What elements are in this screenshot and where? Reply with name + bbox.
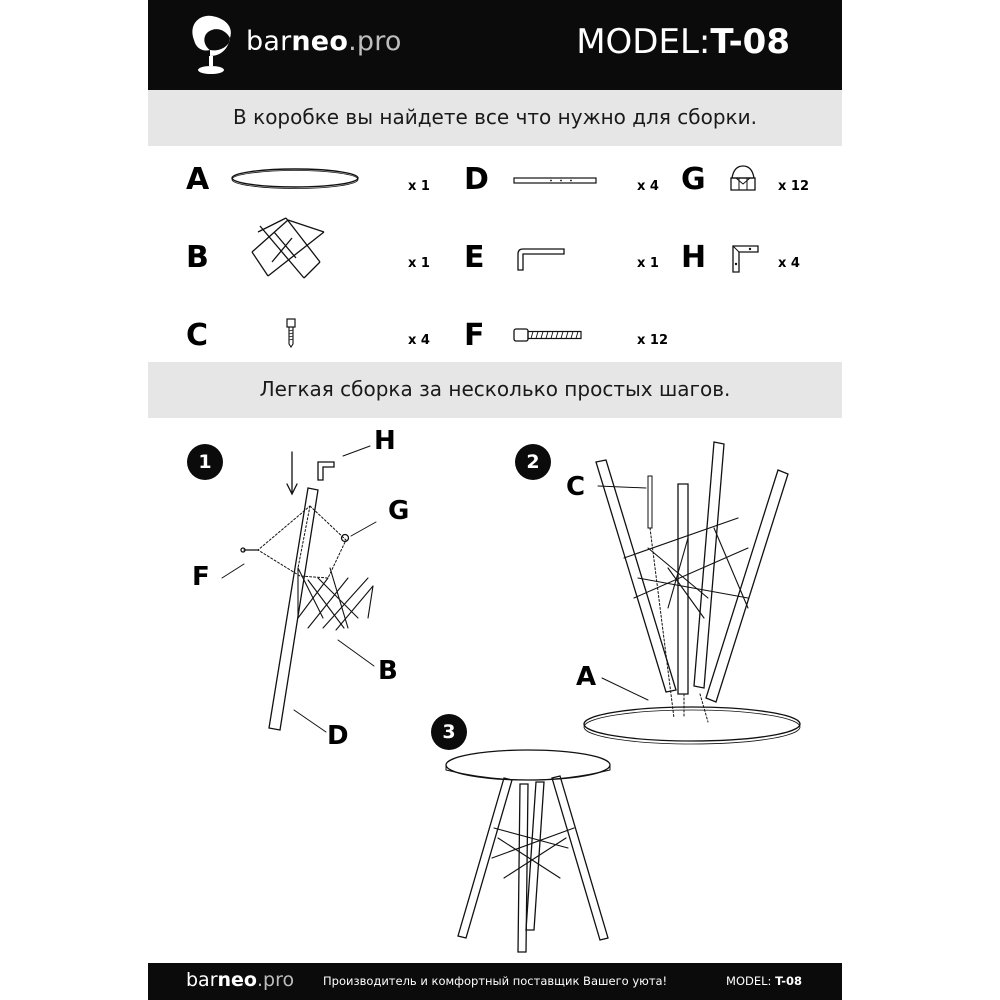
part-h-bracket-illustration	[730, 242, 760, 274]
step-2-callout-c: C	[566, 472, 586, 502]
steps-banner: Легкая сборка за несколько простых шагов.	[148, 362, 842, 418]
step-1-callout-f: F	[192, 562, 210, 592]
part-qty-a: x 1	[408, 179, 430, 194]
part-letter-c: C	[186, 318, 209, 353]
part-qty-f: x 12	[637, 333, 669, 348]
chair-logo-icon	[186, 10, 236, 76]
footer-bar	[148, 963, 842, 1000]
brand-logo: barneo.pro	[246, 26, 402, 57]
footer-brand-logo: barneo.pro	[186, 969, 295, 991]
contents-banner: В коробке вы найдете все что нужно для сборки.	[148, 90, 842, 146]
header-bar	[148, 0, 842, 90]
step-3-badge: 3	[431, 714, 467, 750]
part-letter-b: B	[186, 240, 209, 275]
part-letter-a: A	[186, 162, 210, 197]
part-f-bolt-illustration	[513, 327, 583, 343]
part-letter-h: H	[681, 240, 707, 275]
step-1-illustration	[222, 446, 376, 732]
part-b-wire-frame-illustration	[248, 218, 328, 280]
instruction-sheet	[148, 0, 842, 1000]
part-qty-g: x 12	[778, 179, 810, 194]
footer-slogan: Производитель и комфортный поставщик Вашего уюта!	[323, 974, 668, 988]
part-c-screw-illustration	[286, 318, 296, 348]
part-qty-d: x 4	[637, 179, 659, 194]
step-2-badge: 2	[515, 444, 551, 480]
part-letter-g: G	[681, 162, 706, 197]
step-1-badge: 1	[187, 444, 223, 480]
part-letter-e: E	[464, 240, 485, 275]
step-1-callout-b: B	[378, 656, 398, 686]
part-letter-d: D	[464, 162, 489, 197]
part-letter-f: F	[464, 318, 485, 353]
step-3-illustration	[446, 750, 610, 952]
part-qty-c: x 4	[408, 333, 430, 348]
model-label: MODEL:T-08	[576, 22, 790, 62]
part-e-hex-key-illustration	[512, 246, 566, 272]
step-1-callout-g: G	[388, 496, 410, 526]
step-2-illustration	[584, 442, 800, 744]
part-qty-b: x 1	[408, 256, 430, 271]
part-d-leg-illustration	[513, 176, 597, 186]
part-a-tabletop-illustration	[230, 166, 360, 190]
step-1-callout-h: H	[374, 426, 396, 456]
assembly-steps-illustration	[148, 418, 842, 963]
part-qty-e: x 1	[637, 256, 659, 271]
footer-model-label: MODEL: T-08	[726, 974, 802, 988]
part-qty-h: x 4	[778, 256, 800, 271]
step-1-callout-d: D	[327, 721, 349, 751]
part-g-cap-nut-illustration	[728, 164, 758, 194]
step-2-callout-a: A	[576, 662, 597, 692]
